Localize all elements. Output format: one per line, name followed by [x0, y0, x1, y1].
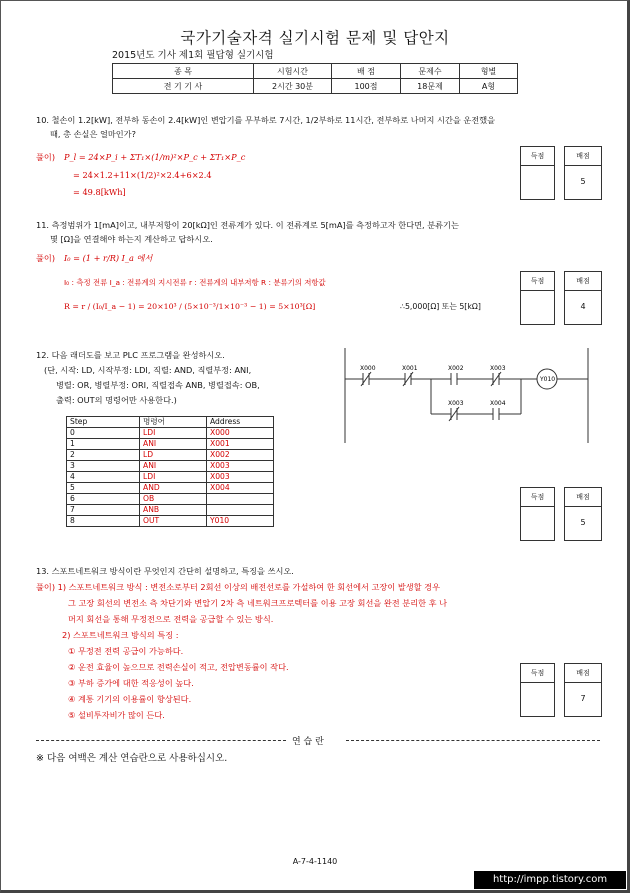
table-row [67, 472, 274, 483]
contact-no-x002 [451, 373, 457, 385]
divider-right [346, 740, 600, 741]
info-header: 시험시간 [254, 64, 332, 79]
divider-left [36, 740, 286, 741]
table-row [67, 483, 274, 494]
q11-formula-line3: R = r / (I₀/I_a − 1) = 20×10³ / (5×10⁻³/1×10⁻³ − 1) = 5×10³[Ω] [64, 302, 316, 311]
plc-step: 0 [67, 428, 140, 439]
q10-score-box[interactable] [520, 146, 555, 200]
table-row [67, 516, 274, 527]
info-header: 배 점 [332, 64, 401, 79]
q10-formula-line1: P_l = 24×P_i + ΣT₁×(1/m)²×P_c + ΣT₁×P_c [64, 152, 246, 162]
q10-text-line2: 때, 총 손실은 얼마인가? [50, 129, 136, 139]
plc-address [207, 505, 274, 516]
info-value: 2시간 30분 [254, 79, 332, 94]
q12-text-line4: 출력: OUT의 명령어만 사용한다.) [56, 395, 177, 405]
q13-text: 13. 스포트네트워크 방식이란 무엇인지 간단히 설명하고, 특징을 쓰시오. [36, 566, 294, 576]
info-value: A형 [460, 79, 518, 94]
q13-feature: ① 무정전 전력 공급이 가능하다. [68, 646, 184, 656]
plc-header-step: Step [67, 417, 140, 428]
plc-instruction: AND [140, 483, 207, 494]
q13-answer-line1: 풀이) 1) 스포트네트워크 방식 : 변전소로부터 2회선 이상의 배전선로를 가설하여 한 회선에서 고장이 발생할 경우 [36, 582, 441, 592]
plc-address: X003 [207, 472, 274, 483]
plc-step: 4 [67, 472, 140, 483]
plc-instruction: LDI [140, 428, 207, 439]
exam-info-table [112, 63, 518, 94]
score-header: 득점 [521, 272, 554, 291]
q12-text-line1: 12. 다음 래더도를 보고 PLC 프로그램을 완성하시오. [36, 350, 225, 360]
plc-header-instruction: 명령어 [140, 417, 207, 428]
q12-score-box[interactable] [520, 487, 555, 541]
q11-text-line2: 몇 [Ω]을 연결해야 하는지 계산하고 답하시오. [50, 234, 213, 244]
q10-points-box [564, 146, 602, 200]
plc-instruction: OUT [140, 516, 207, 527]
q13-feature: ③ 부하 증가에 대한 적응성이 높다. [68, 678, 194, 688]
plc-address: X001 [207, 439, 274, 450]
plc-step: 2 [67, 450, 140, 461]
q12-points-value: 5 [580, 518, 586, 527]
q10-formula-line3: = 49.8[kWh] [73, 187, 126, 197]
score-header: 득점 [521, 664, 554, 683]
q13-answer-line3: 머지 회선을 통해 무정전으로 전력을 공급할 수 있는 방식. [68, 614, 274, 624]
q11-final-answer: ∴5,000[Ω] 또는 5[kΩ] [396, 300, 481, 313]
q11-points-box [564, 271, 602, 325]
plc-instruction: ANI [140, 461, 207, 472]
q11-formula-line1: I₀ = (1 + r/R) I_a 에서 [64, 253, 153, 263]
practice-divider-label: 연 습 란 [292, 737, 324, 747]
table-row [67, 450, 274, 461]
table-row [67, 428, 274, 439]
info-header: 형별 [460, 64, 518, 79]
points-header: 배점 [565, 488, 601, 507]
score-header: 득점 [521, 488, 554, 507]
q13-feature: ④ 계통 기기의 이용률이 향상된다. [68, 694, 192, 704]
plc-address [207, 494, 274, 505]
q13-points-value: 7 [580, 694, 586, 703]
ladder-diagram [343, 348, 590, 443]
page-code: A-7-4-1140 [292, 857, 338, 866]
info-value: 18문제 [401, 79, 460, 94]
q11-points-value: 4 [580, 302, 586, 311]
plc-address: X003 [207, 461, 274, 472]
table-row [67, 494, 274, 505]
points-header: 배점 [565, 147, 601, 166]
q12-points-box [564, 487, 602, 541]
source-url[interactable]: http://impp.tistory.com [474, 871, 626, 889]
q11-legend: I₀ : 측정 전류 I_a : 전류계의 지시전류 r : 전류계의 내부저항 R : 분류기의 저항값 [64, 278, 326, 287]
plc-step: 5 [67, 483, 140, 494]
ladder-label: X000 [360, 365, 376, 372]
plc-address: X004 [207, 483, 274, 494]
q13-feature: ② 운전 효율이 높으므로 전력손실이 적고, 전압변동률이 작다. [68, 662, 289, 672]
points-header: 배점 [565, 664, 601, 683]
plc-step: 1 [67, 439, 140, 450]
q13-score-box[interactable] [520, 663, 555, 717]
plc-instruction: LDI [140, 472, 207, 483]
q11-score-box[interactable] [520, 271, 555, 325]
info-header: 문제수 [401, 64, 460, 79]
q11-answer-label: 풀이) [36, 253, 56, 263]
plc-instruction: LD [140, 450, 207, 461]
ladder-label: X003 [490, 365, 506, 372]
plc-instruction: ANI [140, 439, 207, 450]
q13-points-box [564, 663, 602, 717]
points-header: 배점 [565, 272, 601, 291]
exam-subtitle: 2015년도 기사 제1회 필답형 실기시험 [112, 50, 274, 61]
info-header: 종 목 [113, 64, 254, 79]
q10-formula-line2: = 24×1.2+11×(1/2)²×2.4+6×2.4 [73, 170, 212, 180]
practice-note: ※ 다음 여백은 계산 연습란으로 사용하십시오. [36, 753, 228, 764]
info-value: 100점 [332, 79, 401, 94]
contact-no-x004 [493, 408, 499, 420]
table-row [67, 439, 274, 450]
q10-text-line1: 10. 철손이 1.2[kW], 전부하 동손이 2.4[kW]인 변압기를 무부하로 7시간, 1/2부하로 11시간, 전부하로 나머지 시간을 운전했을 [36, 115, 496, 125]
plc-step: 7 [67, 505, 140, 516]
plc-address: Y010 [207, 516, 274, 527]
ladder-label: X004 [490, 400, 506, 407]
ladder-label: X001 [402, 365, 418, 372]
ladder-label: X003 [448, 400, 464, 407]
ladder-label: X002 [448, 365, 464, 372]
plc-step: 8 [67, 516, 140, 527]
plc-address: X002 [207, 450, 274, 461]
table-row [67, 505, 274, 516]
q10-answer-label: 풀이) [36, 152, 56, 162]
plc-step: 6 [67, 494, 140, 505]
q13-answer-line2: 그 고장 회선의 변전소 측 차단기와 변압기 2차 측 네트워크프로텍터를 이용 고장 회선을 완전 분리한 후 나 [68, 598, 448, 608]
q13-answer-line4: 2) 스포트네트워크 방식의 특징 : [62, 630, 179, 640]
q10-points-value: 5 [580, 177, 586, 186]
table-row [67, 461, 274, 472]
q12-text-line2: (단, 시작: LD, 시작부정: LDI, 직렬: AND, 직렬부정: ANI, [44, 365, 252, 375]
plc-header-address: Address [207, 417, 274, 428]
plc-step: 3 [67, 461, 140, 472]
score-header: 득점 [521, 147, 554, 166]
plc-program-table [66, 416, 274, 527]
q11-text-line1: 11. 측정범위가 1[mA]이고, 내부저항이 20[kΩ]인 전류계가 있다. 이 전류계로 5[mA]를 측정하고자 한다면, 분류기는 [36, 220, 459, 230]
ladder-label: Y010 [540, 376, 556, 383]
q13-feature: ⑤ 설비투자비가 많이 든다. [68, 710, 165, 720]
info-value: 전 기 기 사 [113, 79, 254, 94]
q12-text-line3: 병렬: OR, 병렬부정: ORI, 직렬접속 ANB, 병렬접속: OB, [56, 380, 260, 390]
plc-instruction: OB [140, 494, 207, 505]
plc-address: X000 [207, 428, 274, 439]
page-title: 국가기술자격 실기시험 문제 및 답안지 [180, 29, 450, 47]
plc-instruction: ANB [140, 505, 207, 516]
